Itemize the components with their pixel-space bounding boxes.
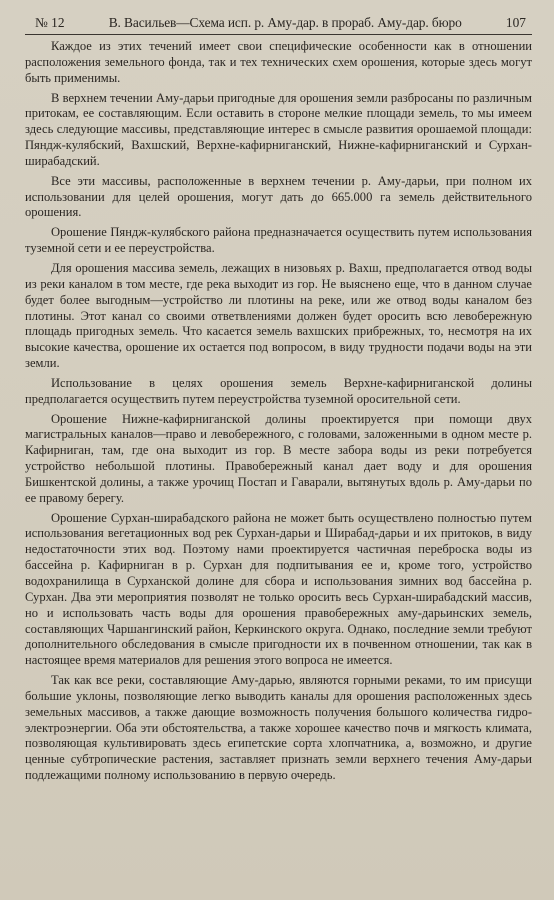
page-number: 107 xyxy=(505,15,526,30)
paragraph-2: В верхнем течении Аму-дарьи пригодные для орошения земли разбросаны по различным притокам, ее составляющим. Если оставить в стороне мелкие площади земель, то мы имеем здесь следующие массивы, представляющие интерес в смысле развития орошаемой площади: Пяндж-кулябский, Вахшский, Верхне-кафирниганский, Нижне-кафирниганский и Сурхан-ширабадский. xyxy=(25,90,532,168)
paragraph-1: Каждое из этих течений имеет свои специфические особенности как в отношении расположения земельного фонда, так и тех технических схем орошения, которые здесь могут быть применимы. xyxy=(25,39,532,85)
paragraph-3: Все эти массивы, расположенные в верхнем течении р. Аму-дарьи, при полном их использовании для целей орошения, могут дать до 665.000 га земель действительного орошения. xyxy=(25,173,532,220)
paragraph-8: Орошение Сурхан-ширабадского района не может быть осуществлено полностью путем использования вегетационных вод рек Сурхан-дарьи и Ширабад-дарьи и их притоков, в виду недостаточности этих вод. Поэтому нами проектируется частичная переброска воды из бассейна р. Кафирниган в р. Сурхан для подпитывания ее и, кроме того, устройство водохранилища в Сурханской долине для сбора и использования зимних вод бассейна р. Сурхан. Два эти мероприятия позволят не только оросить весь Сурхан-ширабадский массив, но и использовать часть воды для орошения правобережных аму-дарьинских земель, составляющих Чаршангинский район, Керкинского округа. Однако, последние земли требуют дополнительного обследования в смысле пригодности их в почвенном отношении, так как в настоящее время материалов для решения этого вопроса не имеется. xyxy=(25,510,532,668)
paragraph-5: Для орошения массива земель, лежащих в низовьях р. Вахш, предполагается отвод воды из реки каналом в том месте, где река выходит из гор. Не выяснено еще, что в данном случае будет более выгодным—устройство ли плотины на реке, или же отвод воды каналом без плотины. Этот канал со своими ответвлениями должен будет оросить всю левобережную площадь пригодных земель. Что касается земель вахшских прибрежных, то, несмотря на их высокие качества, орошение их остается под вопросом, в виду трудности подачи воды на эти земли. xyxy=(25,260,532,371)
issue-number: № 12 xyxy=(35,15,65,30)
paragraph-9: Так как все реки, составляющие Аму-дарью, являются горными реками, то им присущи большие уклоны, позволяющие легко выводить каналы для орошения расположенных здесь земельных массивов, а также дающие возможность получения большого количества гидро-электроэнергии. Оба эти обстоятельства, а также хорошее качество почв и мягкость климата, позволяющая культивировать здесь египетские сорта хлопчатника, а, возможно, и другие ценные субтропические растения, заставляет признать земли верхнего течения Аму-дарьи подлежащими полному использованию в первую очередь. xyxy=(25,673,532,783)
paragraph-4: Орошение Пяндж-кулябского района предназначается осуществить путем использования туземной сети и ее переустройства. xyxy=(25,225,532,256)
paragraph-7: Орошение Нижне-кафирниганской долины проектируется при помощи двух магистральных каналов—право и левобережного, с головами, заложенными в одном месте р. Кафирниган, там, где она выходит из гор. В месте забора воды из реки потребуется устройство небольшой плотины. Правобережный канал дает воду и для орошения Бишкентской долины, а также урочищ Постап и Гаварали, вытянутых вдоль р. Аму-дарьи по ее правому берегу. xyxy=(25,411,532,505)
running-title: В. Васильев—Схема исп. р. Аму-дар. в прораб. Аму-дар. бюро xyxy=(108,15,462,30)
article-body xyxy=(25,39,532,784)
paragraph-6: Использование в целях орошения земель Верхне-кафирниганской долины предполагается осуществить путем переустройства туземной оросительной сети. xyxy=(25,375,532,406)
page-header xyxy=(25,14,532,35)
